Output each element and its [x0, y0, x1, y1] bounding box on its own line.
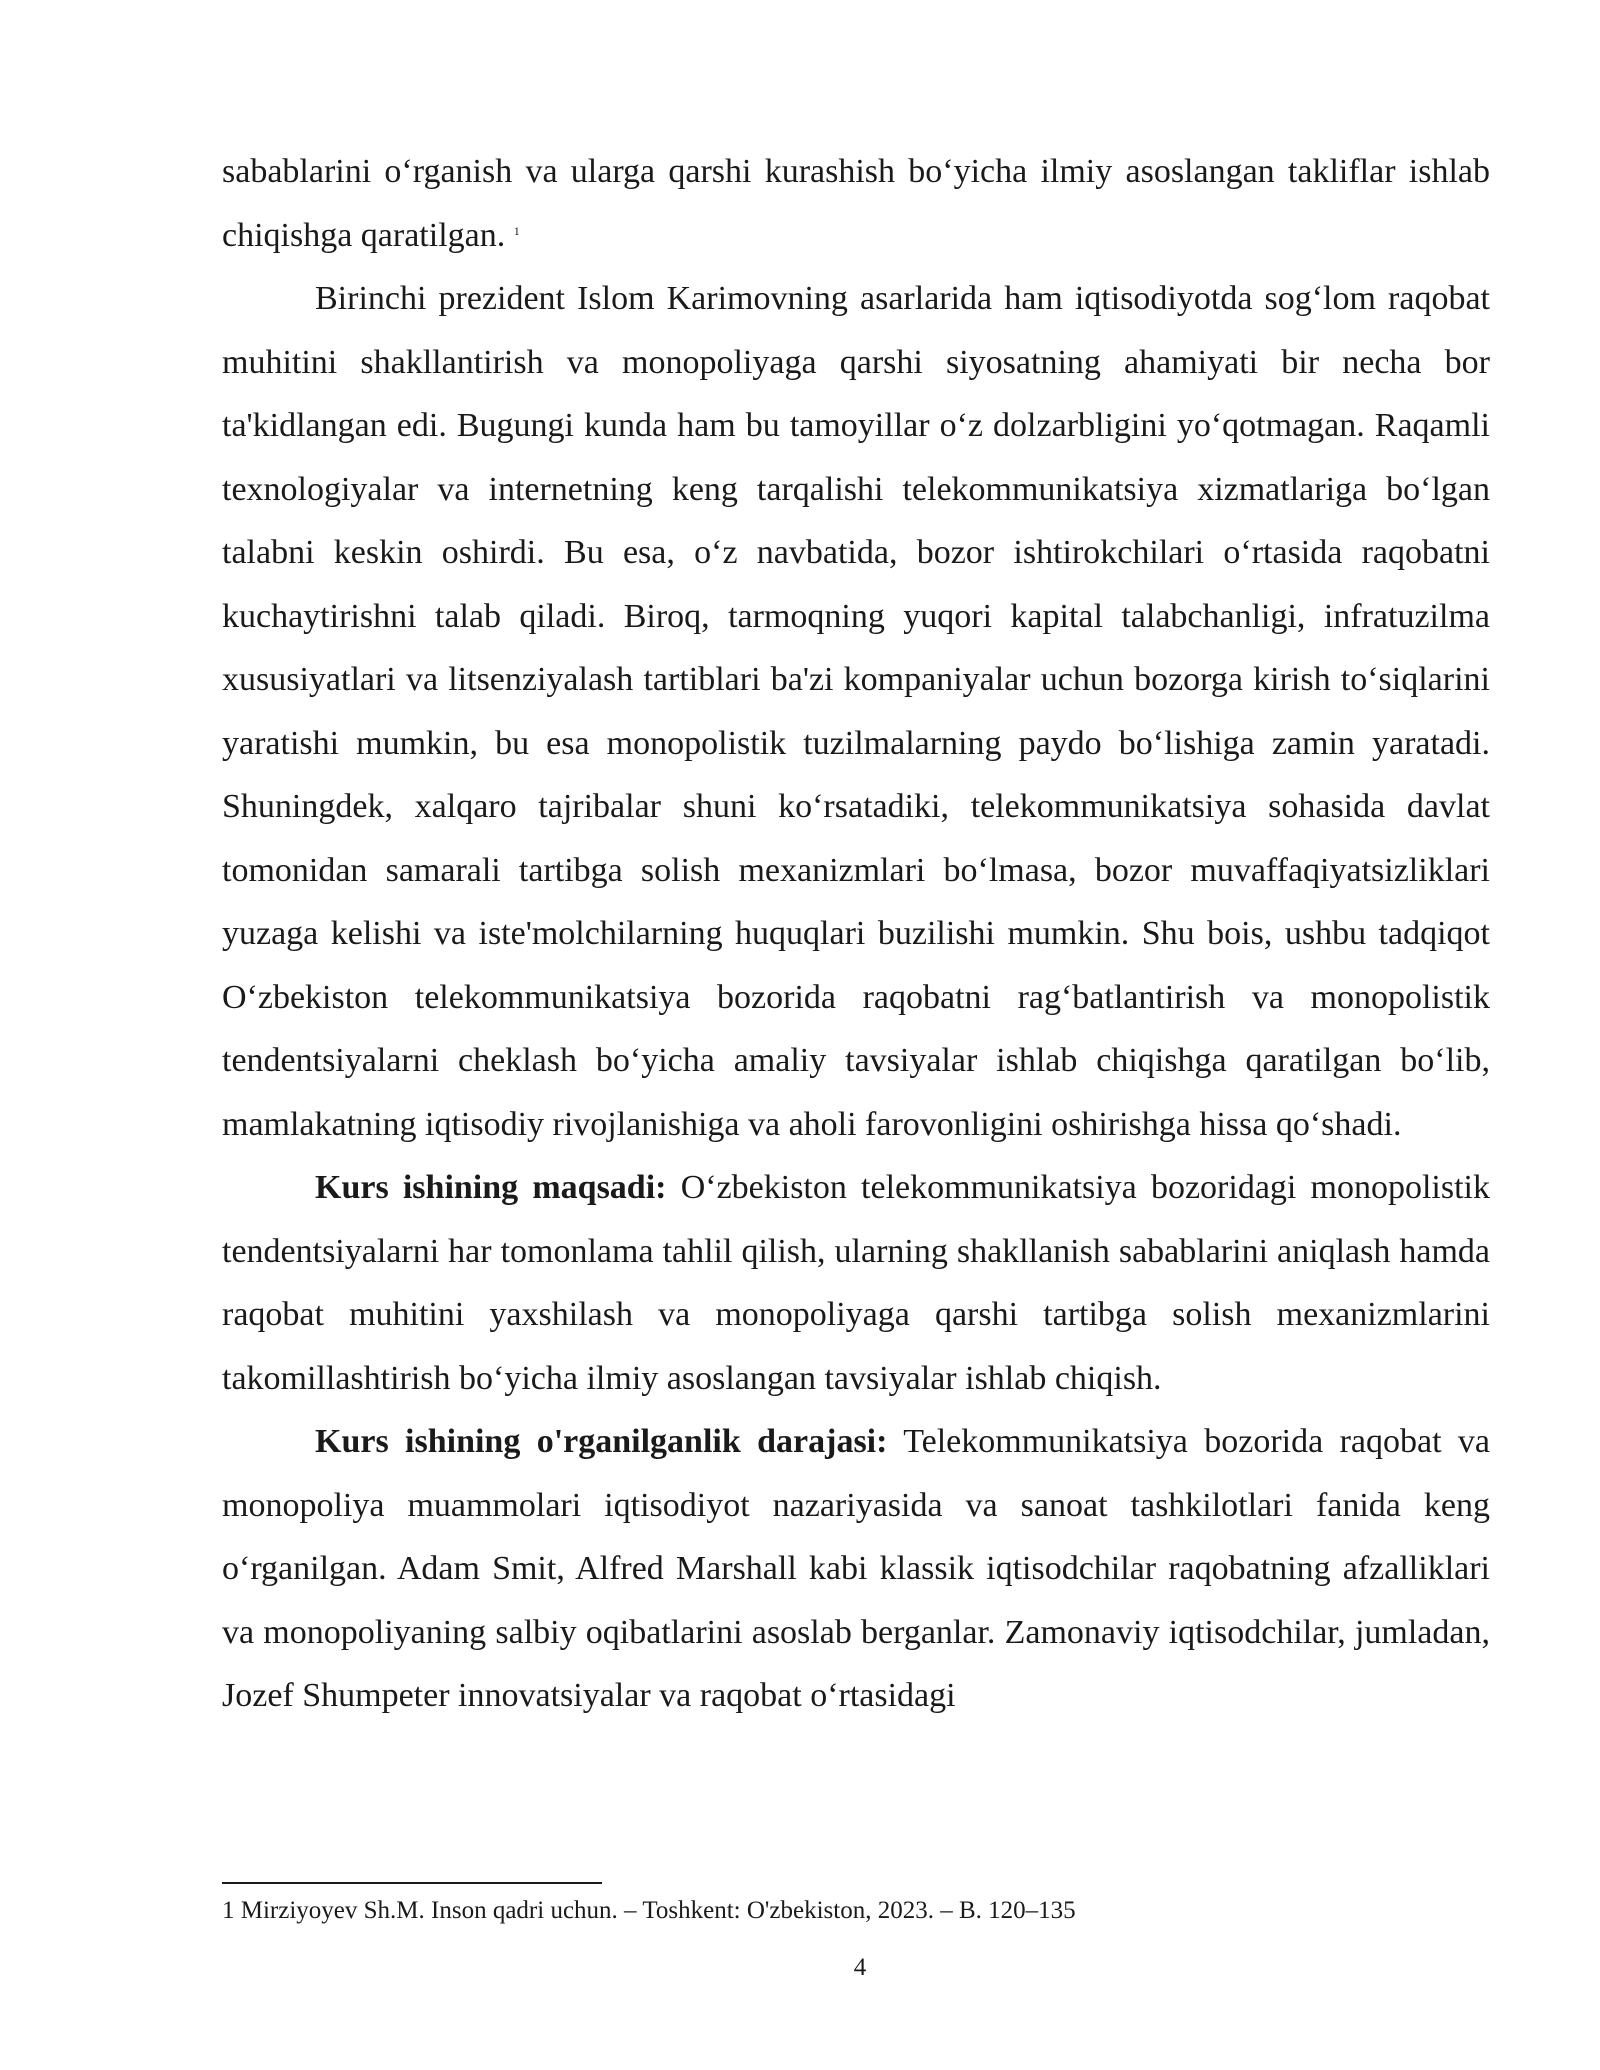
footnote: 1 Mirziyoyev Sh.M. Inson qadri uchun. – Toshkent: O'zbekiston, 2023. – B. 120–135	[222, 1897, 1076, 1924]
paragraph-text: sabablarini oʻrganish va ularga qarshi kurashish boʻyicha ilmiy asoslangan takliflar ishlab chiqishga qaratilgan.	[222, 153, 1490, 254]
paragraph-text: Oʻzbekiston telekommunikatsiya bozoridagi monopolistik tendentsiyalarni har tomonlama tahlil qilish, ularning shakllanish sabablarini aniqlash hamda raqobat muhitini yaxshilash va monopoliyaga qarshi tartibga solish mexanizmlarini takomillashtirish boʻyicha ilmiy asoslangan tavsiyalar ishlab chiqish.	[222, 1169, 1491, 1397]
page-number: 4	[853, 1954, 867, 1981]
paragraph-karimov	[222, 267, 1490, 1156]
footnote-separator	[222, 1882, 602, 1884]
paragraph-text: Birinchi prezident Islom Karimovning asarlarida ham iqtisodiyotda sogʻlom raqobat muhitini shakllantirish va monopoliyaga qarshi siyosatning ahamiyati bir necha bor ta'kidlangan edi. Bugungi kunda ham bu tamoyillar oʻz dolzarbligini yoʻqotmagan. Raqamli texnologiyalar va internetning keng tarqalishi telekommunikatsiya xizmatlariga boʻlgan talabni keskin oshirdi. Bu esa, oʻz navbatida, bozor ishtirokchilari oʻrtasida raqobatni kuchaytirishni talab qiladi. Biroq, tarmoqning yuqori kapital talabchanligi, infratuzilma xususiyatlari va litsenziyalash tartiblari ba'zi kompaniyalar uchun bozorga kirish toʻsiqlarini yaratishi mumkin, bu esa monopolistik tuzilmalarning paydo boʻlishiga zamin yaratadi. Shuningdek, xalqaro tajribalar shuni koʻrsatadiki, telekommunikatsiya sohasida davlat tomonidan samarali tartibga solish mexanizmlari boʻlmasa, bozor muvaffaqiyatsizliklari yuzaga kelishi va iste'molchilarning huquqlari buzilishi mumkin. Shu bois, ushbu tadqiqot Oʻzbekiston telekommunikatsiya bozorida raqobatni ragʻbatlantirish va monopolistik tendentsiyalarni cheklash boʻyicha amaliy tavsiyalar ishlab chiqishga qaratilgan boʻlib, mamlakatning iqtisodiy rivojlanishiga va aholi farovonligini oshirishga hissa qoʻshadi.	[222, 280, 1490, 1143]
paragraph-goal	[222, 1156, 1490, 1410]
body-text	[222, 140, 1490, 1728]
paragraph-continuation	[222, 140, 1490, 267]
section-heading-goal: Kurs ishining maqsadi:	[315, 1169, 667, 1206]
section-heading-study-level: Kurs ishining o'rganilganlik darajasi:	[315, 1423, 888, 1460]
footnote-reference: 1	[513, 223, 520, 238]
paragraph-study-level	[222, 1410, 1490, 1728]
paragraph-text: Telekommunikatsiya bozorida raqobat va monopoliya muammolari iqtisodiyot nazariyasida va sanoat tashkilotlari fanida keng oʻrganilgan. Adam Smit, Alfred Marshall kabi klassik iqtisodchilar raqobatning afzalliklari va monopoliyaning salbiy oqibatlarini asoslab berganlar. Zamonaviy iqtisodchilar, jumladan, Jozef Shumpeter innovatsiyalar va raqobat oʻrtasidagi	[222, 1423, 1490, 1714]
